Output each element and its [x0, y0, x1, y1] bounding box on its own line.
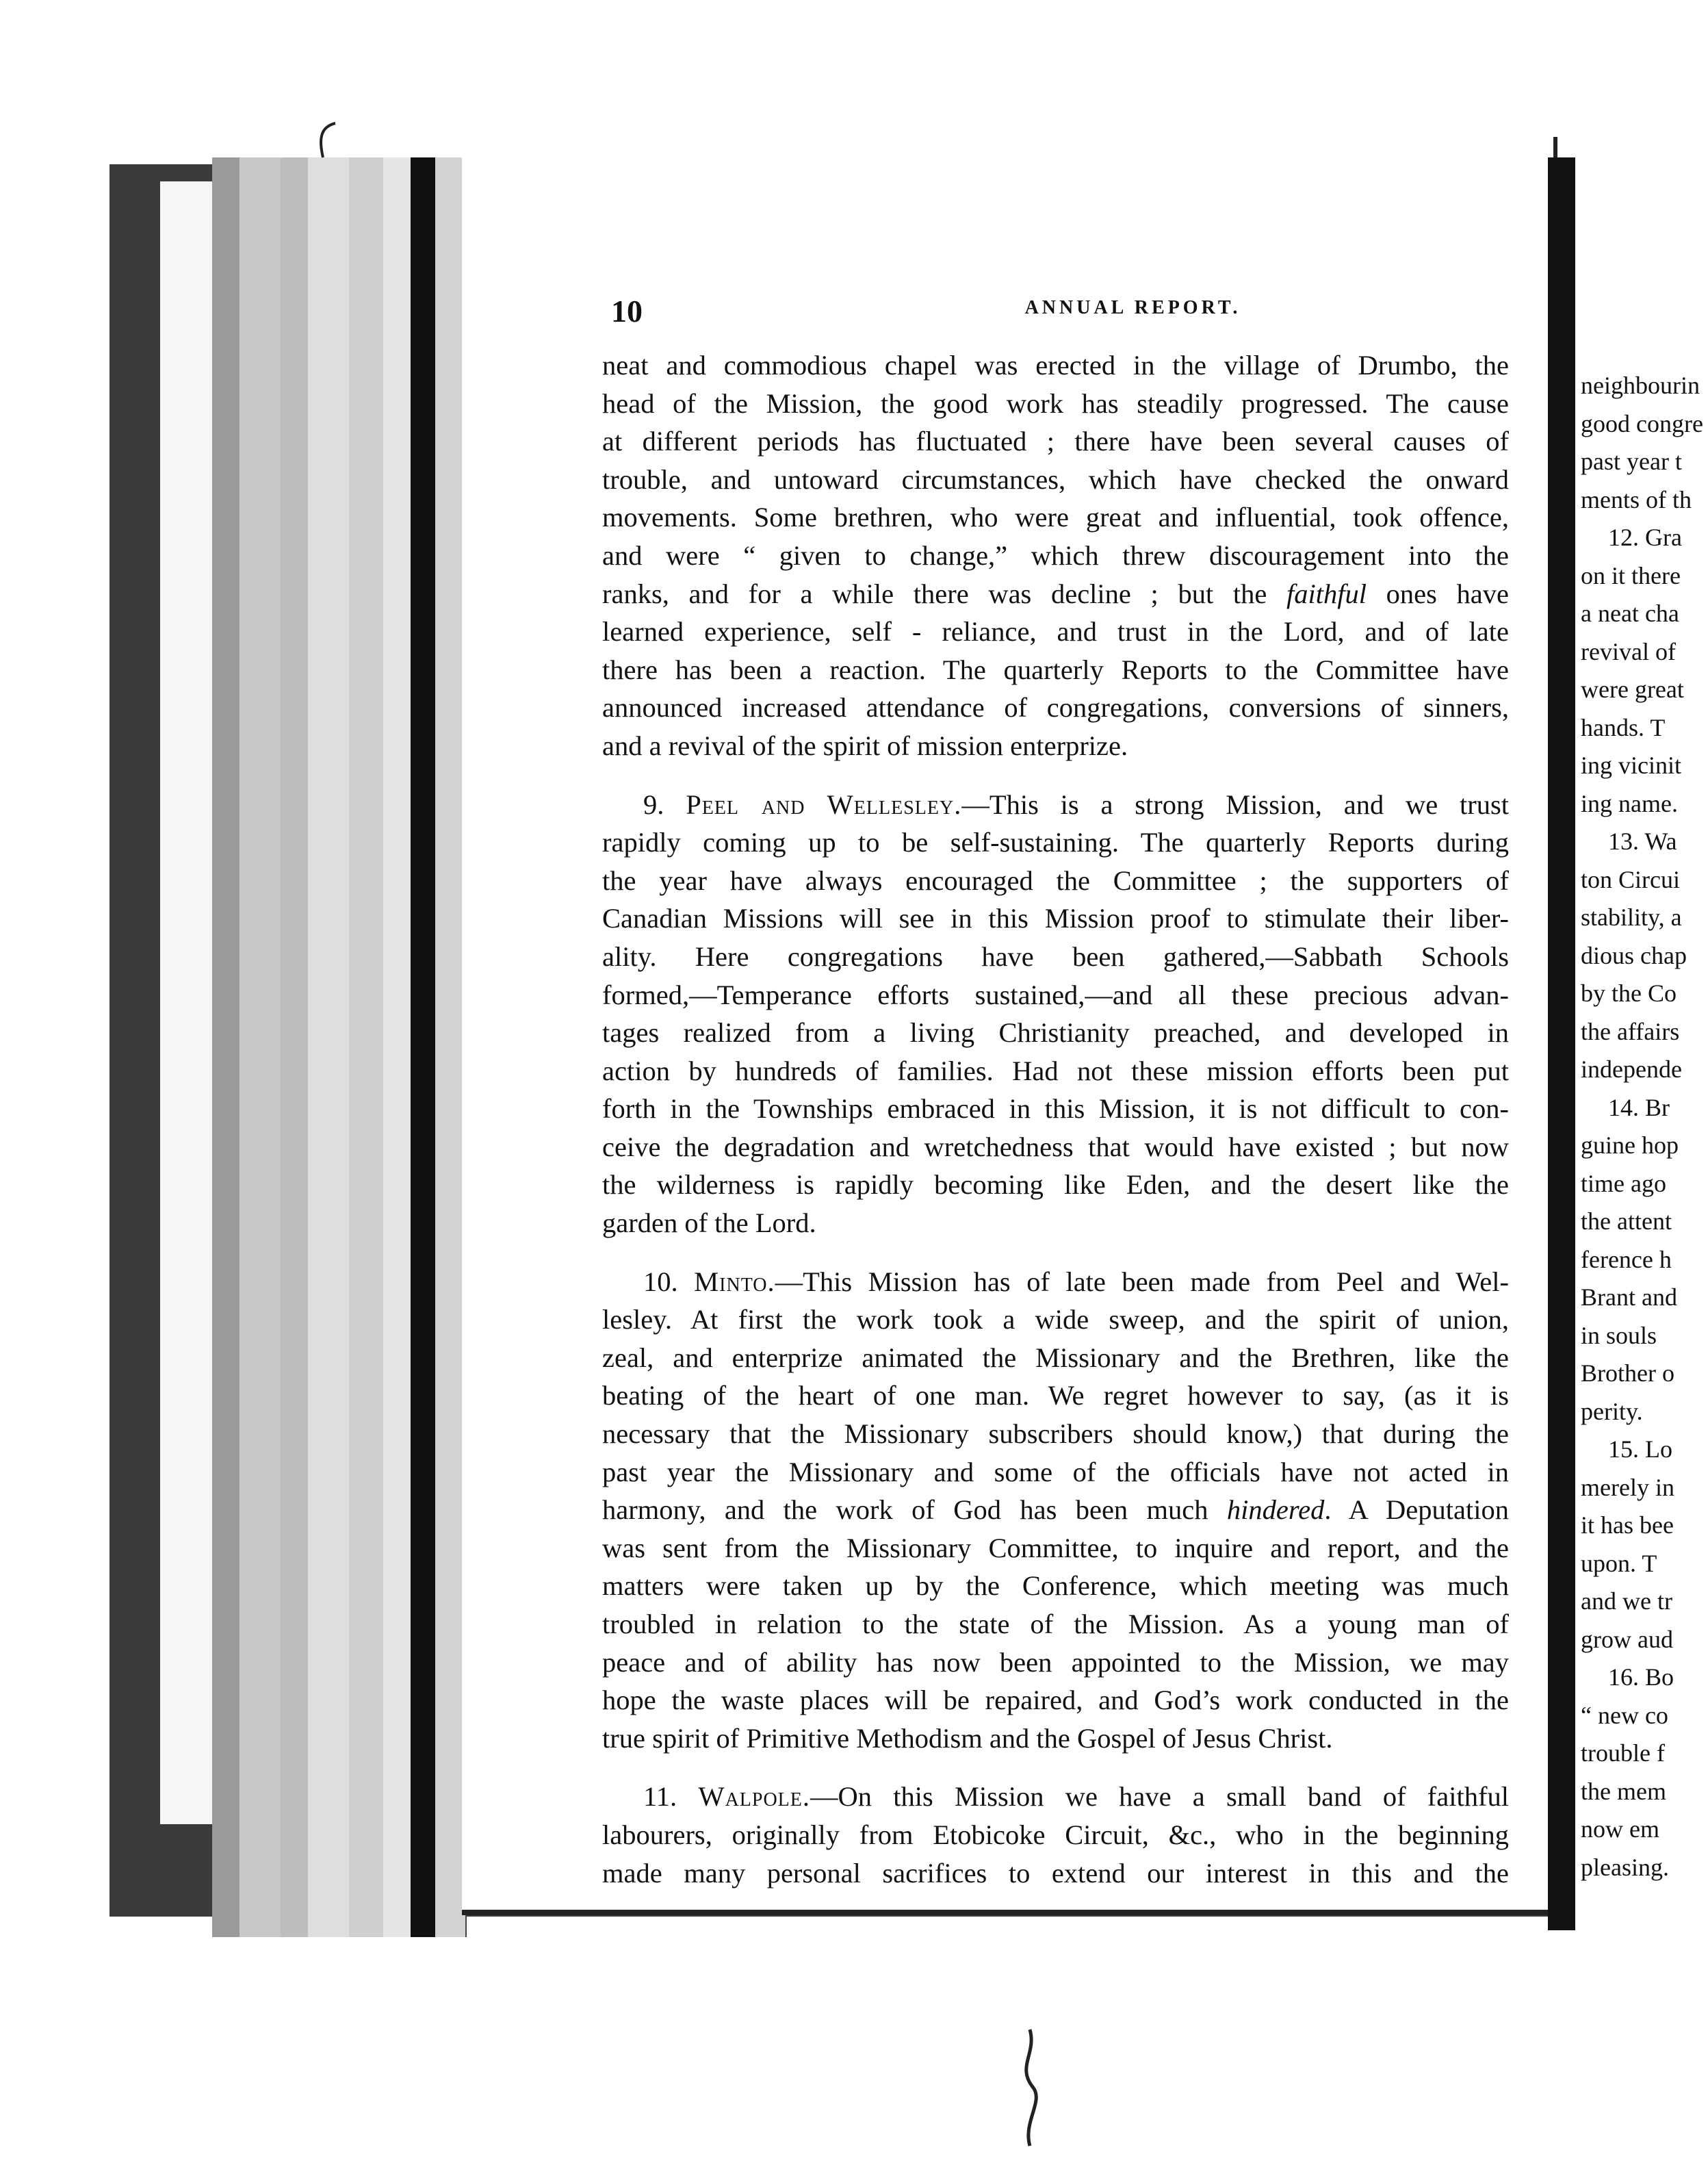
- page-edge-stack: [212, 157, 465, 1937]
- text-line: formed,—Temperance efforts sustained,—and all these precious advan-: [602, 979, 1509, 1010]
- facing-page-text: [1581, 367, 1708, 1886]
- text-line: good congre: [1581, 409, 1703, 437]
- text-line: 13. Wa: [1608, 828, 1677, 855]
- section-title: Peel and Wellesley.: [686, 789, 962, 820]
- text-line: was sent from the Missionary Committee, to inquire and report, and the: [602, 1532, 1509, 1563]
- text-line: forth in the Townships embraced in this Mission, it is not difficult to con-: [602, 1093, 1509, 1125]
- text-segment: ones have: [1367, 578, 1509, 609]
- text-line: upon. T: [1581, 1549, 1657, 1577]
- text-line: in souls: [1581, 1321, 1657, 1349]
- text-line: guine hop: [1581, 1131, 1679, 1159]
- text-line: ton Circui: [1581, 865, 1680, 893]
- text-line: beating of the heart of one man. We regret however to say, (as it is: [602, 1380, 1509, 1411]
- paragraph-gap: [602, 1242, 1509, 1263]
- text-line: the attent: [1581, 1207, 1672, 1235]
- text-line: at different periods has fluctuated ; there have been several causes of: [602, 426, 1509, 457]
- text-segment: ranks, and for a while there was decline ; but the: [602, 578, 1267, 609]
- italic-word: faithful: [1286, 578, 1367, 609]
- italic-word: hindered: [1226, 1494, 1325, 1526]
- text-line: stability, a: [1581, 904, 1682, 931]
- text-line: trouble, and untoward circumstances, which have checked the onward: [602, 463, 1509, 495]
- text-segment: —On this Mission we have a small band of faithful: [810, 1781, 1509, 1813]
- page-leaf: [212, 157, 241, 1937]
- text-line: Brother o: [1581, 1359, 1674, 1387]
- text-line: 12. Gra: [1608, 524, 1682, 551]
- text-line: neat and commodious chapel was erected in the village of Drumbo, the: [602, 350, 1509, 381]
- running-head: ANNUAL REPORT.: [1024, 297, 1241, 318]
- text-segment: —This Mission has of late been made from Peel and Wel-: [775, 1266, 1509, 1297]
- text-line: true spirit of Primitive Methodism and the Gospel of Jesus Christ.: [602, 1722, 1333, 1754]
- section-heading-line: [602, 1263, 1509, 1301]
- text-line: revival of: [1581, 637, 1676, 665]
- text-line: perity.: [1581, 1397, 1643, 1425]
- text-line: 16. Bo: [1608, 1663, 1674, 1691]
- section-number: 11.: [643, 1781, 677, 1813]
- page-number: 10: [611, 294, 643, 329]
- section-title: Walpole.: [698, 1781, 811, 1813]
- text-line: on it there: [1581, 561, 1681, 589]
- text-line: zeal, and enterprize animated the Missionary and the Brethren, like the: [602, 1342, 1509, 1373]
- text-line: announced increased attendance of congregations, conversions of sinners,: [602, 692, 1509, 724]
- text-line: ference h: [1581, 1245, 1672, 1273]
- text-line: it has bee: [1581, 1511, 1674, 1539]
- text-line: ality. Here congregations have been gathered,—Sabbath Schools: [602, 940, 1509, 972]
- paragraph-gap: [602, 765, 1509, 786]
- text-line: labourers, originally from Etobicoke Circuit, &c., who in the beginning: [602, 1819, 1509, 1850]
- text-line: Canadian Missions will see in this Mission proof to stimulate their liber-: [602, 903, 1509, 934]
- page-leaf: [281, 157, 309, 1937]
- text-line: time ago: [1581, 1169, 1666, 1197]
- text-line: peace and of ability has now been appointed to the Mission, we may: [602, 1646, 1509, 1678]
- text-line: the year have always encouraged the Committee ; the supporters of: [602, 865, 1509, 896]
- text-line: hands. T: [1581, 713, 1666, 741]
- text-line: learned experience, self - reliance, and trust in the Lord, and of late: [602, 616, 1509, 648]
- text-line: hope the waste places will be repaired, and God’s work conducted in the: [602, 1685, 1509, 1716]
- text-line: and we tr: [1581, 1587, 1672, 1615]
- text-line: ing name.: [1581, 789, 1678, 817]
- text-segment: —This is a strong Mission, and we trust: [961, 789, 1509, 820]
- text-line: trouble f: [1581, 1739, 1665, 1767]
- section-title: Minto.: [694, 1266, 775, 1297]
- text-line: the affairs: [1581, 1017, 1680, 1045]
- text-line: now em: [1581, 1815, 1659, 1843]
- text-line: by the Co: [1581, 980, 1677, 1007]
- section-heading-line: [602, 1778, 1509, 1816]
- main-text: [602, 346, 1509, 1892]
- text-line: dious chap: [1581, 941, 1687, 969]
- text-line: movements. Some brethren, who were great and influential, took offence,: [602, 502, 1509, 533]
- page-leaf: [240, 157, 282, 1937]
- section-heading-line: [602, 786, 1509, 824]
- text-line: made many personal sacrifices to extend our interest in this and the: [602, 1857, 1509, 1889]
- text-line: and were “ given to change,” which threw discouragement into the: [602, 539, 1509, 571]
- text-line: and a revival of the spirit of mission enterprize.: [602, 730, 1128, 761]
- text-line: neighbourin: [1581, 372, 1700, 399]
- text-line: pleasing.: [1581, 1853, 1669, 1881]
- text-line: tages realized from a living Christianity preached, and developed in: [602, 1017, 1509, 1049]
- text-segment: . A Deputation: [1324, 1494, 1509, 1526]
- text-line: rapidly coming up to be self-sustaining. The quarterly Reports during: [602, 827, 1509, 858]
- text-line: 15. Lo: [1608, 1435, 1672, 1463]
- text-line: merely in: [1581, 1473, 1674, 1501]
- page-header: [611, 293, 1655, 334]
- page-leaf: [383, 157, 412, 1937]
- ribbon-thread-top: [315, 120, 342, 161]
- text-line: a neat cha: [1581, 600, 1679, 627]
- text-line: “ new co: [1581, 1701, 1668, 1729]
- text-line: past year t: [1581, 448, 1682, 475]
- book-gutter: [1548, 157, 1575, 1930]
- text-line: troubled in relation to the state of the Mission. As a young man of: [602, 1609, 1509, 1639]
- text-line: the wilderness is rapidly becoming like Eden, and the desert like the: [602, 1169, 1509, 1201]
- text-line: [602, 575, 1509, 613]
- section-number: 10.: [643, 1266, 678, 1297]
- ribbon-thread-bottom: [1002, 2026, 1057, 2149]
- text-line: action by hundreds of families. Had not these mission efforts been put: [602, 1055, 1509, 1086]
- paragraph-gap: [602, 1757, 1509, 1778]
- text-line: lesley. At first the work took a wide sweep, and the spirit of union,: [602, 1304, 1509, 1335]
- text-line: ments of th: [1581, 485, 1692, 513]
- text-line: past year the Missionary and some of the officials have not acted in: [602, 1456, 1509, 1487]
- text-line: matters were taken up by the Conference, which meeting was much: [602, 1570, 1509, 1602]
- text-segment: harmony, and the work of God has been much: [602, 1494, 1208, 1526]
- text-line: were great: [1581, 676, 1684, 703]
- text-line: grow aud: [1581, 1625, 1673, 1653]
- text-line: 14. Br: [1608, 1093, 1670, 1121]
- text-line: [602, 1491, 1509, 1529]
- text-line: there has been a reaction. The quarterly Reports to the Committee have: [602, 654, 1509, 685]
- text-line: independe: [1581, 1055, 1682, 1083]
- text-line: ceive the degradation and wretchedness that would have existed ; but now: [602, 1131, 1509, 1162]
- page-leaf: [411, 157, 437, 1937]
- text-line: the mem: [1581, 1777, 1666, 1805]
- page-leaf: [349, 157, 385, 1937]
- page-leaf: [308, 157, 350, 1937]
- text-line: head of the Mission, the good work has steadily progressed. The cause: [602, 387, 1509, 419]
- section-number: 9.: [643, 789, 664, 820]
- text-line: garden of the Lord.: [602, 1207, 816, 1239]
- text-line: ing vicinit: [1581, 752, 1681, 779]
- text-line: Brant and: [1581, 1283, 1677, 1311]
- text-line: necessary that the Missionary subscribers should know,) that during the: [602, 1418, 1509, 1450]
